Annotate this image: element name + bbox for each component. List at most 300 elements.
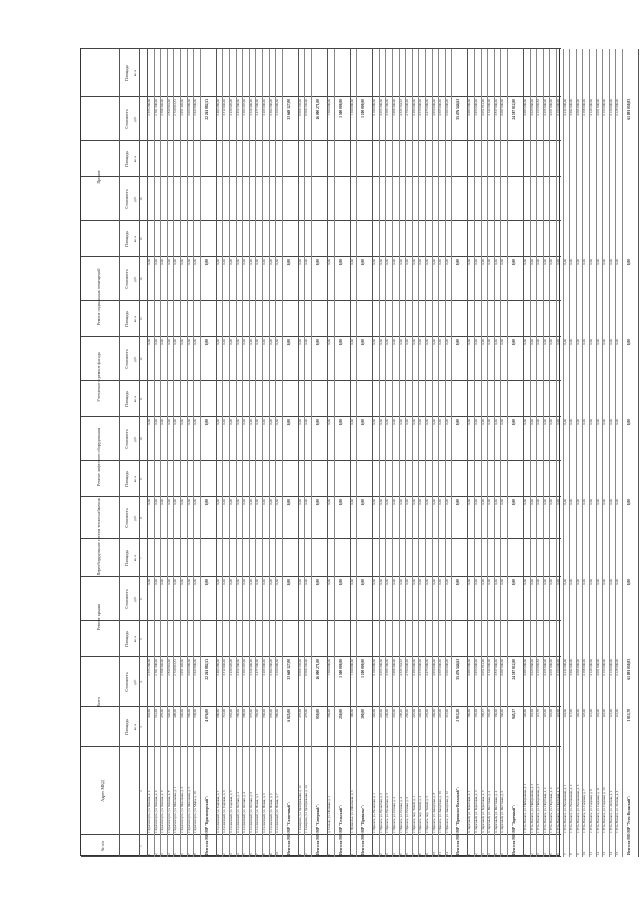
row-value: 0,00	[327, 259, 331, 265]
row-border	[622, 49, 623, 857]
row-value: 4 051 812,00	[480, 99, 485, 116]
row-value: 0,00	[153, 419, 158, 425]
row-value: 0,00	[193, 339, 198, 345]
row-value: 0,00	[392, 499, 396, 505]
row-value: 705,00	[255, 709, 260, 718]
header-group-elevator: Ремонт лифтового оборудования	[96, 427, 101, 487]
row-value: 0,00	[262, 339, 266, 345]
subtotal-value: 22 261 882,51	[204, 659, 209, 680]
row-value: 0,00	[431, 579, 436, 585]
row-value: 0,00	[262, 259, 266, 265]
row-value: 0,00	[349, 579, 354, 585]
row-value: 0,00	[523, 499, 527, 505]
subtotal-value: 1 813,70	[627, 709, 631, 722]
row-value: 0,00	[180, 339, 184, 345]
row-value: 0,00	[327, 579, 331, 585]
row-value: 119,00	[549, 709, 554, 718]
row-value: 0,00	[262, 579, 266, 585]
subtotal-value: 0,00	[512, 579, 516, 586]
row-address: п. Солнечный, ул. Садовая, д. 1	[215, 790, 220, 833]
subtotal-value: 24 187 812,00	[512, 99, 516, 120]
row-value: 0,00	[248, 339, 253, 345]
row-value: 0,00	[153, 339, 158, 345]
row-value: 4 475 000,00	[425, 659, 429, 676]
row-value: 0,00	[327, 499, 331, 505]
row-value: 0,00	[582, 339, 587, 345]
row-value: 0,00	[160, 259, 165, 265]
header-num: № п/п	[100, 840, 105, 852]
row-value: 0,00	[235, 419, 240, 425]
row-value: 0,00	[349, 339, 354, 345]
subtotal-value: 0,00	[338, 499, 343, 506]
row-value: 0,00	[480, 339, 485, 345]
row-number: 5	[398, 853, 403, 855]
subtotal-value: 0,00	[286, 579, 291, 586]
row-value: 3 206 000,00	[262, 99, 266, 116]
row-value: 0,00	[398, 259, 403, 265]
row-address: г. Усть-Волжск, ул. Портовая, д. 6	[556, 787, 560, 833]
row-value: 0,00	[474, 419, 478, 425]
row-value: 0,00	[229, 419, 233, 425]
row-value: 0,00	[405, 419, 410, 425]
row-value: 0,00	[378, 419, 383, 425]
row-value: 0,00	[556, 499, 560, 505]
row-value: 160,00	[467, 709, 472, 718]
row-value: 0,00	[242, 339, 247, 345]
row-value: 0,00	[529, 339, 534, 345]
header-cost: Стоимость	[124, 349, 129, 369]
column-index: 6	[139, 598, 143, 600]
row-value: 0,00	[385, 339, 390, 345]
row-value: 0,00	[536, 579, 541, 585]
subtotal-value: 0,00	[316, 259, 320, 266]
row-value: 4 198 000,00	[582, 99, 587, 116]
row-value: 0,00	[411, 579, 416, 585]
row-value: 0,00	[444, 419, 449, 425]
row-value: 0,00	[418, 339, 423, 345]
row-value: 4 380 100,00	[385, 659, 390, 676]
row-value: 3 304 500,00	[268, 99, 273, 116]
row-value: 0,00	[575, 499, 580, 505]
row-value: 3 360 000,00	[275, 99, 280, 116]
row-value: 4 095 000,00	[575, 99, 580, 116]
row-number: 4	[235, 853, 240, 855]
row-value: 3 393 207,00	[242, 659, 247, 676]
row-value: 650,00	[262, 709, 266, 718]
row-value: 0,00	[349, 259, 354, 265]
row-value: 0,00	[255, 499, 260, 505]
row-value: 0,00	[297, 339, 302, 345]
row-value: 0,00	[186, 419, 191, 425]
row-value: 0,00	[147, 499, 151, 505]
row-value: 0,00	[575, 419, 580, 425]
row-address: г. Приокск, ул. Речная, д. 6	[405, 796, 410, 833]
row-value: 0,00	[411, 259, 416, 265]
subtotal-value: 16 000 271,00	[316, 99, 320, 120]
row-address: г. Приокск, ул. Волжская, д. 1	[372, 792, 377, 833]
row-value: 3 403 260,00	[215, 99, 220, 116]
subtotal-value: 0,00	[204, 499, 209, 506]
subtotal-value: 0,00	[627, 499, 631, 506]
row-address: п. Заречный, ул. Береговая, д. 5	[480, 790, 485, 833]
row-number: 10	[275, 851, 280, 855]
subtotal-value: 61 891 050,83	[627, 659, 631, 680]
subtotal-value: 0,00	[512, 499, 516, 506]
row-value: 0,00	[268, 419, 273, 425]
header-cost: Стоимость	[124, 672, 129, 692]
row-value: 1 500 000,00	[327, 659, 331, 676]
row-address: г. Усть-Волжск, ул. Набережная, д. 5	[536, 783, 541, 833]
row-value: 0,00	[297, 499, 302, 505]
row-value: 0,00	[222, 339, 227, 345]
row-value: 4 232 000,00	[562, 99, 567, 116]
row-value: 4 061 000,00	[549, 659, 554, 676]
subtotal-value: 33 669 127,00	[286, 659, 291, 680]
row-value: 4 190 000,00	[372, 99, 377, 116]
row-value: 0,00	[562, 259, 567, 265]
header-cost: Стоимость	[124, 429, 129, 449]
header-unit: кв. м	[133, 395, 137, 403]
header-unit: кв. м	[133, 554, 137, 562]
row-address: п. Заречный, ул. Мостовая, д. 2	[487, 790, 492, 833]
row-value: 0,00	[608, 419, 613, 425]
row-value: 0,00	[556, 419, 560, 425]
row-value: 4 475 000,00	[425, 99, 429, 116]
header-unit: кв. м	[133, 315, 137, 323]
row-border	[334, 49, 335, 857]
row-value: 0,00	[173, 499, 178, 505]
row-value: 0,00	[467, 499, 472, 505]
row-value: 4 665 000,00	[438, 99, 443, 116]
row-value: 4 095 000,00	[523, 659, 527, 676]
row-value: 0,00	[349, 419, 354, 425]
row-value: 0,00	[147, 579, 151, 585]
column-index: 4	[139, 681, 143, 683]
row-value: 4 051 812,00	[480, 659, 485, 676]
row-value: 0,00	[523, 259, 527, 265]
row-value: 0,00	[467, 259, 472, 265]
row-value: 0,00	[556, 339, 560, 345]
header-unit: кв. м	[133, 69, 137, 77]
subtotal-value: 0,00	[512, 259, 516, 266]
row-value: 3 452 600,00	[235, 99, 240, 116]
row-address: г. Усть-Волжск, ул. Набережная, д. 1	[523, 783, 527, 833]
row-value: 121,00	[589, 709, 593, 718]
row-number: 6	[405, 853, 410, 855]
row-value: 0,00	[222, 419, 227, 425]
row-number: 2	[529, 853, 534, 855]
row-value: 0,00	[405, 579, 410, 585]
row-value: 0,00	[438, 579, 443, 585]
row-number: 12	[444, 851, 449, 855]
row-value: 4 535 744,63	[398, 99, 403, 116]
row-value: 0,00	[438, 419, 443, 425]
subtotal-value: 0,00	[627, 419, 631, 426]
row-number: 5	[493, 853, 498, 855]
header-group-total: Всего	[96, 696, 101, 708]
header-unit: руб.	[133, 116, 137, 122]
row-value: 0,00	[392, 259, 396, 265]
row-number: 2	[304, 853, 309, 855]
row-value: 0,00	[275, 579, 280, 585]
row-address: г. Красногорск, ул. Мира, д. 10	[193, 791, 198, 833]
row-value: 0,00	[425, 499, 429, 505]
row-value: 3 452 600,00	[235, 659, 240, 676]
row-value: 0,00	[589, 579, 593, 585]
row-value: 0,00	[487, 499, 492, 505]
row-value: 0,00	[327, 419, 331, 425]
subtotal-value: 1 500 000,00	[338, 659, 343, 678]
row-value: 0,00	[582, 259, 587, 265]
row-value: 675,00	[248, 709, 253, 718]
row-value: 0,00	[268, 499, 273, 505]
row-value: 240,00	[418, 709, 423, 718]
column-index: 15	[139, 237, 143, 241]
row-value: 4 950 000,00	[431, 659, 436, 676]
row-value: 0,00	[268, 579, 273, 585]
row-value: 0,00	[186, 259, 191, 265]
row-value: 250,00	[405, 709, 410, 718]
document-page	[80, 48, 631, 856]
row-value: 4 129 000,00	[608, 659, 613, 676]
row-value: 0,00	[569, 339, 574, 345]
row-value: 0,00	[248, 419, 253, 425]
column-index: 7	[139, 557, 143, 559]
row-value: 0,00	[615, 259, 620, 265]
row-value: 0,00	[229, 259, 233, 265]
row-value: 6 003 000,00	[444, 659, 449, 676]
row-value: 538,00	[193, 709, 198, 718]
row-value: 4 163 000,00	[602, 99, 607, 116]
row-value: 0,00	[549, 419, 554, 425]
row-value: 0,00	[562, 579, 567, 585]
row-value: 8 000 136,00	[304, 659, 309, 676]
row-number: 8	[418, 853, 423, 855]
row-value: 235,00	[425, 709, 429, 718]
row-value: 0,00	[425, 339, 429, 345]
row-value: 3 403 260,00	[215, 659, 220, 676]
row-value: 0,00	[444, 579, 449, 585]
subtotal-value: 0,00	[361, 499, 366, 506]
row-value: 4 061 000,00	[549, 99, 554, 116]
row-address: г. Усть-Волжск, ул. Садовая, д. 9	[589, 789, 593, 833]
row-value: 0,00	[398, 579, 403, 585]
row-value: 0,00	[186, 339, 191, 345]
row-value: 4 144 000,00	[487, 99, 492, 116]
row-value: 0,00	[153, 499, 158, 505]
row-value: 4 265 000,00	[542, 659, 547, 676]
row-value: 0,00	[297, 259, 302, 265]
row-value: 0,00	[615, 339, 620, 345]
row-value: 4 380 100,00	[385, 99, 390, 116]
row-value: 0,00	[542, 339, 547, 345]
row-value: 8 000 136,00	[304, 99, 309, 116]
row-number: 1	[467, 853, 472, 855]
row-address: с. Северное, ул. Центральная, д. 14	[304, 785, 309, 833]
row-number: 5	[242, 853, 247, 855]
row-value: 0,00	[615, 419, 620, 425]
row-value: 0,00	[297, 579, 302, 585]
row-value: 0,00	[582, 419, 587, 425]
header-unit: руб.	[133, 679, 137, 685]
row-value: 0,00	[180, 499, 184, 505]
header-area: Площадь	[124, 718, 129, 736]
section-subtotal-label: Итого по МО МР "Приволье":	[361, 804, 366, 855]
row-value: 0,00	[166, 339, 171, 345]
row-address: д. Сельцо, ул. Полевая, д. 1	[327, 796, 331, 833]
row-value: 690,00	[215, 709, 220, 718]
row-value: 4 163 000,00	[602, 659, 607, 676]
row-number: 3	[229, 853, 233, 855]
row-value: 0,00	[425, 259, 429, 265]
section-subtotal-label: Итого по МО МР "Приокско-Волжский":	[456, 787, 461, 855]
row-address: п. Солнечный, ул. Лесная, д. 6	[248, 791, 253, 833]
row-value: 0,00	[608, 259, 613, 265]
row-value: 0,00	[385, 579, 390, 585]
header-group-other: Прочие	[96, 170, 101, 184]
row-address: г. Приокск, пер. Тихий, д. 1	[411, 795, 416, 833]
row-value: 0,00	[487, 419, 492, 425]
row-value: 0,00	[235, 579, 240, 585]
row-value: 0,00	[229, 579, 233, 585]
row-value: 162,00	[487, 709, 492, 718]
row-value: 0,00	[602, 259, 607, 265]
row-value: 0,00	[487, 259, 492, 265]
row-address: г. Красногорск, ул. Школьная, д. 5	[186, 786, 191, 833]
row-value: 2 355 200,00	[147, 99, 151, 116]
row-value: 0,00	[229, 499, 233, 505]
row-value: 4 095 000,00	[523, 99, 527, 116]
row-value: 4 095 000,00	[575, 659, 580, 676]
row-value: 0,00	[480, 419, 485, 425]
row-value: 2 598 340,00	[160, 659, 165, 676]
row-value: 0,00	[542, 419, 547, 425]
row-number: 2	[378, 853, 383, 855]
row-value: 2 598 340,00	[160, 99, 165, 116]
row-value: 0,00	[215, 339, 220, 345]
row-border	[451, 49, 452, 857]
subtotal-value: 0,00	[361, 419, 366, 426]
row-border	[200, 49, 201, 857]
row-value: 0,00	[589, 339, 593, 345]
row-value: 0,00	[542, 499, 547, 505]
row-value: 0,00	[595, 419, 600, 425]
row-value: 4 129 200,00	[589, 99, 593, 116]
row-value: 3 837 000,00	[493, 99, 498, 116]
row-address: п. Солнечный, ул. Лесная, д. 4	[242, 791, 247, 833]
row-value: 0,00	[575, 339, 580, 345]
subtotal-value: 0,00	[286, 499, 291, 506]
row-address: г. Усть-Волжск, ул. Лесная, д. 4	[615, 790, 620, 833]
row-value: 0,00	[304, 499, 309, 505]
row-value: 2 951 320,00	[180, 659, 184, 676]
row-value: 0,00	[615, 579, 620, 585]
subtotal-value: 0,00	[361, 579, 366, 586]
row-value: 0,00	[405, 499, 410, 505]
row-number: 1	[349, 853, 354, 855]
row-value: 0,00	[242, 419, 247, 425]
row-value: 2 720 812,51	[173, 659, 178, 676]
header-unit: кв. м	[133, 155, 137, 163]
subtotal-value: 0,00	[456, 499, 461, 506]
column-index: 13	[139, 317, 143, 321]
row-value: 0,00	[268, 339, 273, 345]
row-value: 122,00	[602, 709, 607, 718]
row-value: 0,00	[602, 419, 607, 425]
row-value: 0,00	[180, 419, 184, 425]
row-value: 4 129 200,00	[589, 659, 593, 676]
subtotal-value: 0,00	[204, 339, 209, 346]
header-area: Площадь	[124, 470, 129, 488]
row-value: 0,00	[438, 499, 443, 505]
row-value: 0,00	[562, 499, 567, 505]
row-number: 11	[589, 851, 593, 855]
capital-repair-table	[81, 49, 631, 857]
subtotal-value: 190,00	[361, 709, 366, 719]
row-value: 0,00	[549, 499, 554, 505]
subtotal-border	[638, 49, 639, 857]
row-number: 3	[536, 853, 541, 855]
row-address: п. Солнечный, ул. Новая, д. 7	[275, 793, 280, 833]
row-value: 0,00	[582, 499, 587, 505]
subtotal-value: 0,00	[338, 419, 343, 426]
row-value: 0,00	[431, 339, 436, 345]
row-value: 2 840 910,00	[166, 99, 171, 116]
row-value: 0,00	[487, 339, 492, 345]
row-value: 0,00	[398, 339, 403, 345]
row-value: 0,00	[438, 259, 443, 265]
row-address: п. Заречный, ул. Береговая, д. 1	[467, 790, 472, 833]
row-value: 0,00	[166, 259, 171, 265]
row-value: 0,00	[575, 579, 580, 585]
row-number: 6	[248, 853, 253, 855]
row-value: 0,00	[378, 579, 383, 585]
row-value: 0,00	[349, 499, 354, 505]
row-value: 0,00	[493, 499, 498, 505]
row-number: 8	[262, 853, 266, 855]
header-unit: кв. м	[133, 475, 137, 483]
row-number: 6	[556, 853, 560, 855]
row-value: 0,00	[372, 579, 377, 585]
row-value: 432,00	[147, 709, 151, 718]
subtotal-value: 0,00	[456, 339, 461, 346]
row-value: 0,00	[425, 579, 429, 585]
row-number: 1	[297, 853, 302, 855]
subtotal-value: 0,00	[361, 339, 366, 346]
row-address: п. Солнечный, ул. Новая, д. 5	[268, 793, 273, 833]
row-value: 0,00	[385, 499, 390, 505]
row-value: 0,00	[304, 259, 309, 265]
row-value: 0,00	[372, 499, 377, 505]
row-value: 3 477 500,00	[255, 659, 260, 676]
row-value: 3 965 000,00	[474, 99, 478, 116]
row-address: п. Солнечный, ул. Садовая, д. 3	[222, 790, 227, 833]
row-value: 0,00	[569, 499, 574, 505]
row-value: 0,00	[493, 259, 498, 265]
row-value: 655,00	[229, 709, 233, 718]
header-unit: кв. м	[133, 635, 137, 643]
row-address: г. Красногорск, ул. Ленина, д. 4	[153, 790, 158, 833]
subtotal-value: 0,00	[338, 579, 343, 586]
section-subtotal-label: Итого по МО МР "Заречный":	[512, 804, 516, 855]
row-number: 8	[193, 853, 198, 855]
row-value: 0,00	[385, 419, 390, 425]
header-unit: руб.	[133, 356, 137, 362]
row-value: 0,00	[405, 259, 410, 265]
header-area: Площадь	[124, 390, 129, 408]
row-value: 0,00	[595, 339, 600, 345]
row-number: 4	[542, 853, 547, 855]
